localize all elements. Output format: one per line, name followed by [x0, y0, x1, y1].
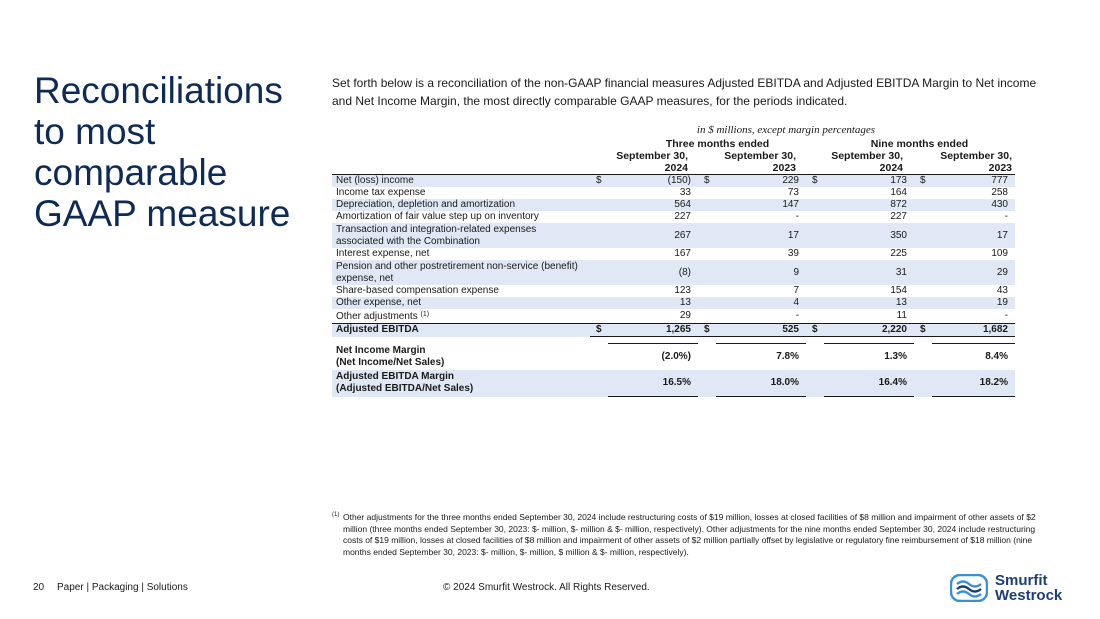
table-row [332, 199, 1015, 211]
row-label: Interest expense, net [332, 248, 590, 260]
margin-value: 18.2% [932, 370, 1015, 397]
currency-symbol [806, 309, 824, 324]
currency-symbol [914, 187, 932, 199]
currency-symbol [914, 223, 932, 248]
value-cell: 4 [716, 297, 806, 309]
currency-symbol [590, 187, 608, 199]
footnote [332, 512, 1052, 558]
currency-symbol [590, 297, 608, 309]
margin-value: (2.0%) [608, 344, 698, 371]
value-cell: 430 [932, 199, 1015, 211]
currency-symbol [698, 199, 716, 211]
currency-symbol [590, 199, 608, 211]
table-caption: in $ millions, except margin percentages [696, 124, 876, 136]
currency-symbol [914, 260, 932, 285]
value-cell: - [932, 309, 1015, 324]
column-header-q3-2023: September 30, 2023 [724, 150, 796, 174]
value-cell: 258 [932, 187, 1015, 199]
margin-row [332, 344, 1015, 371]
margin-label-line1: Adjusted EBITDA Margin [336, 371, 454, 383]
margin-value: 16.4% [824, 370, 914, 397]
page-number: 20 [33, 582, 45, 593]
row-label: Income tax expense [332, 187, 590, 199]
spacer-cell [590, 370, 608, 397]
currency-symbol [590, 260, 608, 285]
row-label: Other expense, net [332, 297, 590, 309]
table-row [332, 248, 1015, 260]
value-cell: (150) [608, 175, 698, 188]
currency-symbol: $ [806, 324, 824, 337]
currency-symbol [698, 223, 716, 248]
group-header-nine-months: Nine months ended [870, 138, 969, 150]
currency-symbol: $ [590, 175, 608, 188]
row-label-text: Other adjustments [336, 311, 418, 322]
margin-label [332, 370, 590, 397]
total-value: 2,220 [824, 324, 914, 337]
currency-symbol: $ [914, 175, 932, 188]
currency-symbol [806, 260, 824, 285]
value-cell: 29 [608, 309, 698, 324]
currency-symbol [698, 285, 716, 297]
reconciliation-table [332, 174, 1015, 337]
currency-symbol: $ [698, 175, 716, 188]
currency-symbol [806, 211, 824, 223]
row-label: Amortization of fair value step up on inventory [332, 211, 590, 223]
margin-value: 16.5% [608, 370, 698, 397]
currency-symbol [806, 199, 824, 211]
table-row [332, 285, 1015, 297]
row-label: Transaction and integration-related expenses associated with the Combination [332, 223, 590, 248]
spacer-cell [914, 344, 932, 371]
row-label: Depreciation, depletion and amortization [332, 199, 590, 211]
total-value: 1,265 [608, 324, 698, 337]
wave-logo-icon [950, 574, 988, 602]
table-row [332, 175, 1015, 188]
spacer-cell [806, 370, 824, 397]
table-row [332, 223, 1015, 248]
currency-symbol [698, 248, 716, 260]
row-label [332, 309, 590, 324]
currency-symbol: $ [914, 324, 932, 337]
value-cell: - [716, 309, 806, 324]
intro-paragraph: Set forth below is a reconciliation of the non-GAAP financial measures Adjusted EBITDA and Adjusted EBITDA Margin to Net income and Net Income Margin, the most directly comparable GAAP measures, for the periods indicated. [332, 76, 1037, 108]
value-cell: 167 [608, 248, 698, 260]
currency-symbol [590, 285, 608, 297]
currency-symbol [698, 211, 716, 223]
value-cell: 564 [608, 199, 698, 211]
value-cell: 39 [716, 248, 806, 260]
table-row [332, 211, 1015, 223]
footnote-text: Other adjustments for the three months ended September 30, 2024 include restructuring costs of $19 million, losses at closed facilities of $8 million and impairment of other assets of $2 million (three months ended September 30, 2023: $- million, $- million & $- million, respectively). Other adjustments for the nine months ended September 30, 2024 include restructuring costs of $19 million, losses at closed facilities of $8 million and impairment of other assets of $2 million partially offset by legislative or regulatory fine reimbursement of $18 million (nine months ended September 30, 2023: $- million, $- million, $ million & $- million, respectively). [343, 512, 1036, 557]
value-cell: 123 [608, 285, 698, 297]
value-cell: (8) [608, 260, 698, 285]
row-label: Net (loss) income [332, 175, 590, 188]
currency-symbol [806, 248, 824, 260]
value-cell: 13 [824, 297, 914, 309]
table-row [332, 309, 1015, 324]
total-value: 525 [716, 324, 806, 337]
currency-symbol [914, 309, 932, 324]
value-cell: 109 [932, 248, 1015, 260]
value-cell: 229 [716, 175, 806, 188]
value-cell: 872 [824, 199, 914, 211]
margin-label [332, 344, 590, 371]
margin-value: 1.3% [824, 344, 914, 371]
smurfit-westrock-logo [950, 573, 1065, 605]
value-cell: 73 [716, 187, 806, 199]
value-cell: 227 [824, 211, 914, 223]
margins-table [332, 343, 1015, 397]
currency-symbol [590, 309, 608, 324]
value-cell: 350 [824, 223, 914, 248]
value-cell: 43 [932, 285, 1015, 297]
value-cell: 9 [716, 260, 806, 285]
value-cell: - [932, 211, 1015, 223]
value-cell: 173 [824, 175, 914, 188]
column-header-q3-2024: September 30, 2024 [616, 150, 688, 174]
value-cell: 225 [824, 248, 914, 260]
margin-value: 18.0% [716, 370, 806, 397]
currency-symbol [698, 309, 716, 324]
table-row [332, 260, 1015, 285]
value-cell: 17 [716, 223, 806, 248]
footer-copyright: © 2024 Smurfit Westrock. All Rights Reserved. [443, 582, 650, 593]
column-header-ytd-2023: September 30, 2023 [940, 150, 1012, 174]
value-cell: 17 [932, 223, 1015, 248]
currency-symbol [590, 223, 608, 248]
spacer-cell [806, 344, 824, 371]
spacer-cell [698, 344, 716, 371]
column-header-ytd-2024: September 30, 2024 [831, 150, 903, 174]
row-label: Pension and other postretirement non-service (benefit) expense, net [332, 260, 590, 285]
value-cell: 29 [932, 260, 1015, 285]
value-cell: 19 [932, 297, 1015, 309]
currency-symbol [590, 211, 608, 223]
currency-symbol [914, 211, 932, 223]
margin-label-line2: (Adjusted EBITDA/Net Sales) [336, 383, 474, 395]
value-cell: 777 [932, 175, 1015, 188]
total-label: Adjusted EBITDA [332, 324, 590, 337]
value-cell: 33 [608, 187, 698, 199]
table-row [332, 297, 1015, 309]
margin-value: 7.8% [716, 344, 806, 371]
currency-symbol [698, 187, 716, 199]
page-title: Reconciliations to most comparable GAAP measure [34, 70, 291, 234]
total-row [332, 324, 1015, 337]
logo-wordmark: Smurfit Westrock [995, 572, 1063, 604]
currency-symbol [698, 297, 716, 309]
currency-symbol [698, 260, 716, 285]
footer-tagline: Paper | Packaging | Solutions [57, 582, 188, 593]
currency-symbol [914, 297, 932, 309]
currency-symbol [806, 297, 824, 309]
value-cell: 11 [824, 309, 914, 324]
value-cell: 31 [824, 260, 914, 285]
margin-label-line2: (Net Income/Net Sales) [336, 356, 445, 368]
footnote-ref: (1) [420, 311, 430, 318]
currency-symbol [914, 248, 932, 260]
value-cell: 147 [716, 199, 806, 211]
spacer-cell [698, 370, 716, 397]
currency-symbol [914, 285, 932, 297]
currency-symbol: $ [590, 324, 608, 337]
value-cell: 227 [608, 211, 698, 223]
value-cell: 267 [608, 223, 698, 248]
currency-symbol [806, 187, 824, 199]
currency-symbol [806, 223, 824, 248]
spacer-cell [590, 344, 608, 371]
value-cell: 13 [608, 297, 698, 309]
margin-label-line1: Net Income Margin [336, 344, 426, 356]
currency-symbol [590, 248, 608, 260]
value-cell: - [716, 211, 806, 223]
value-cell: 7 [716, 285, 806, 297]
footnote-marker: (1) [332, 512, 340, 518]
margin-row [332, 370, 1015, 397]
row-label: Share-based compensation expense [332, 285, 590, 297]
margin-value: 8.4% [932, 344, 1015, 371]
group-header-three-months: Three months ended [665, 138, 770, 150]
table-row [332, 187, 1015, 199]
currency-symbol: $ [806, 175, 824, 188]
value-cell: 154 [824, 285, 914, 297]
value-cell: 164 [824, 187, 914, 199]
currency-symbol: $ [698, 324, 716, 337]
spacer-cell [914, 370, 932, 397]
currency-symbol [914, 199, 932, 211]
currency-symbol [806, 285, 824, 297]
total-value: 1,682 [932, 324, 1015, 337]
